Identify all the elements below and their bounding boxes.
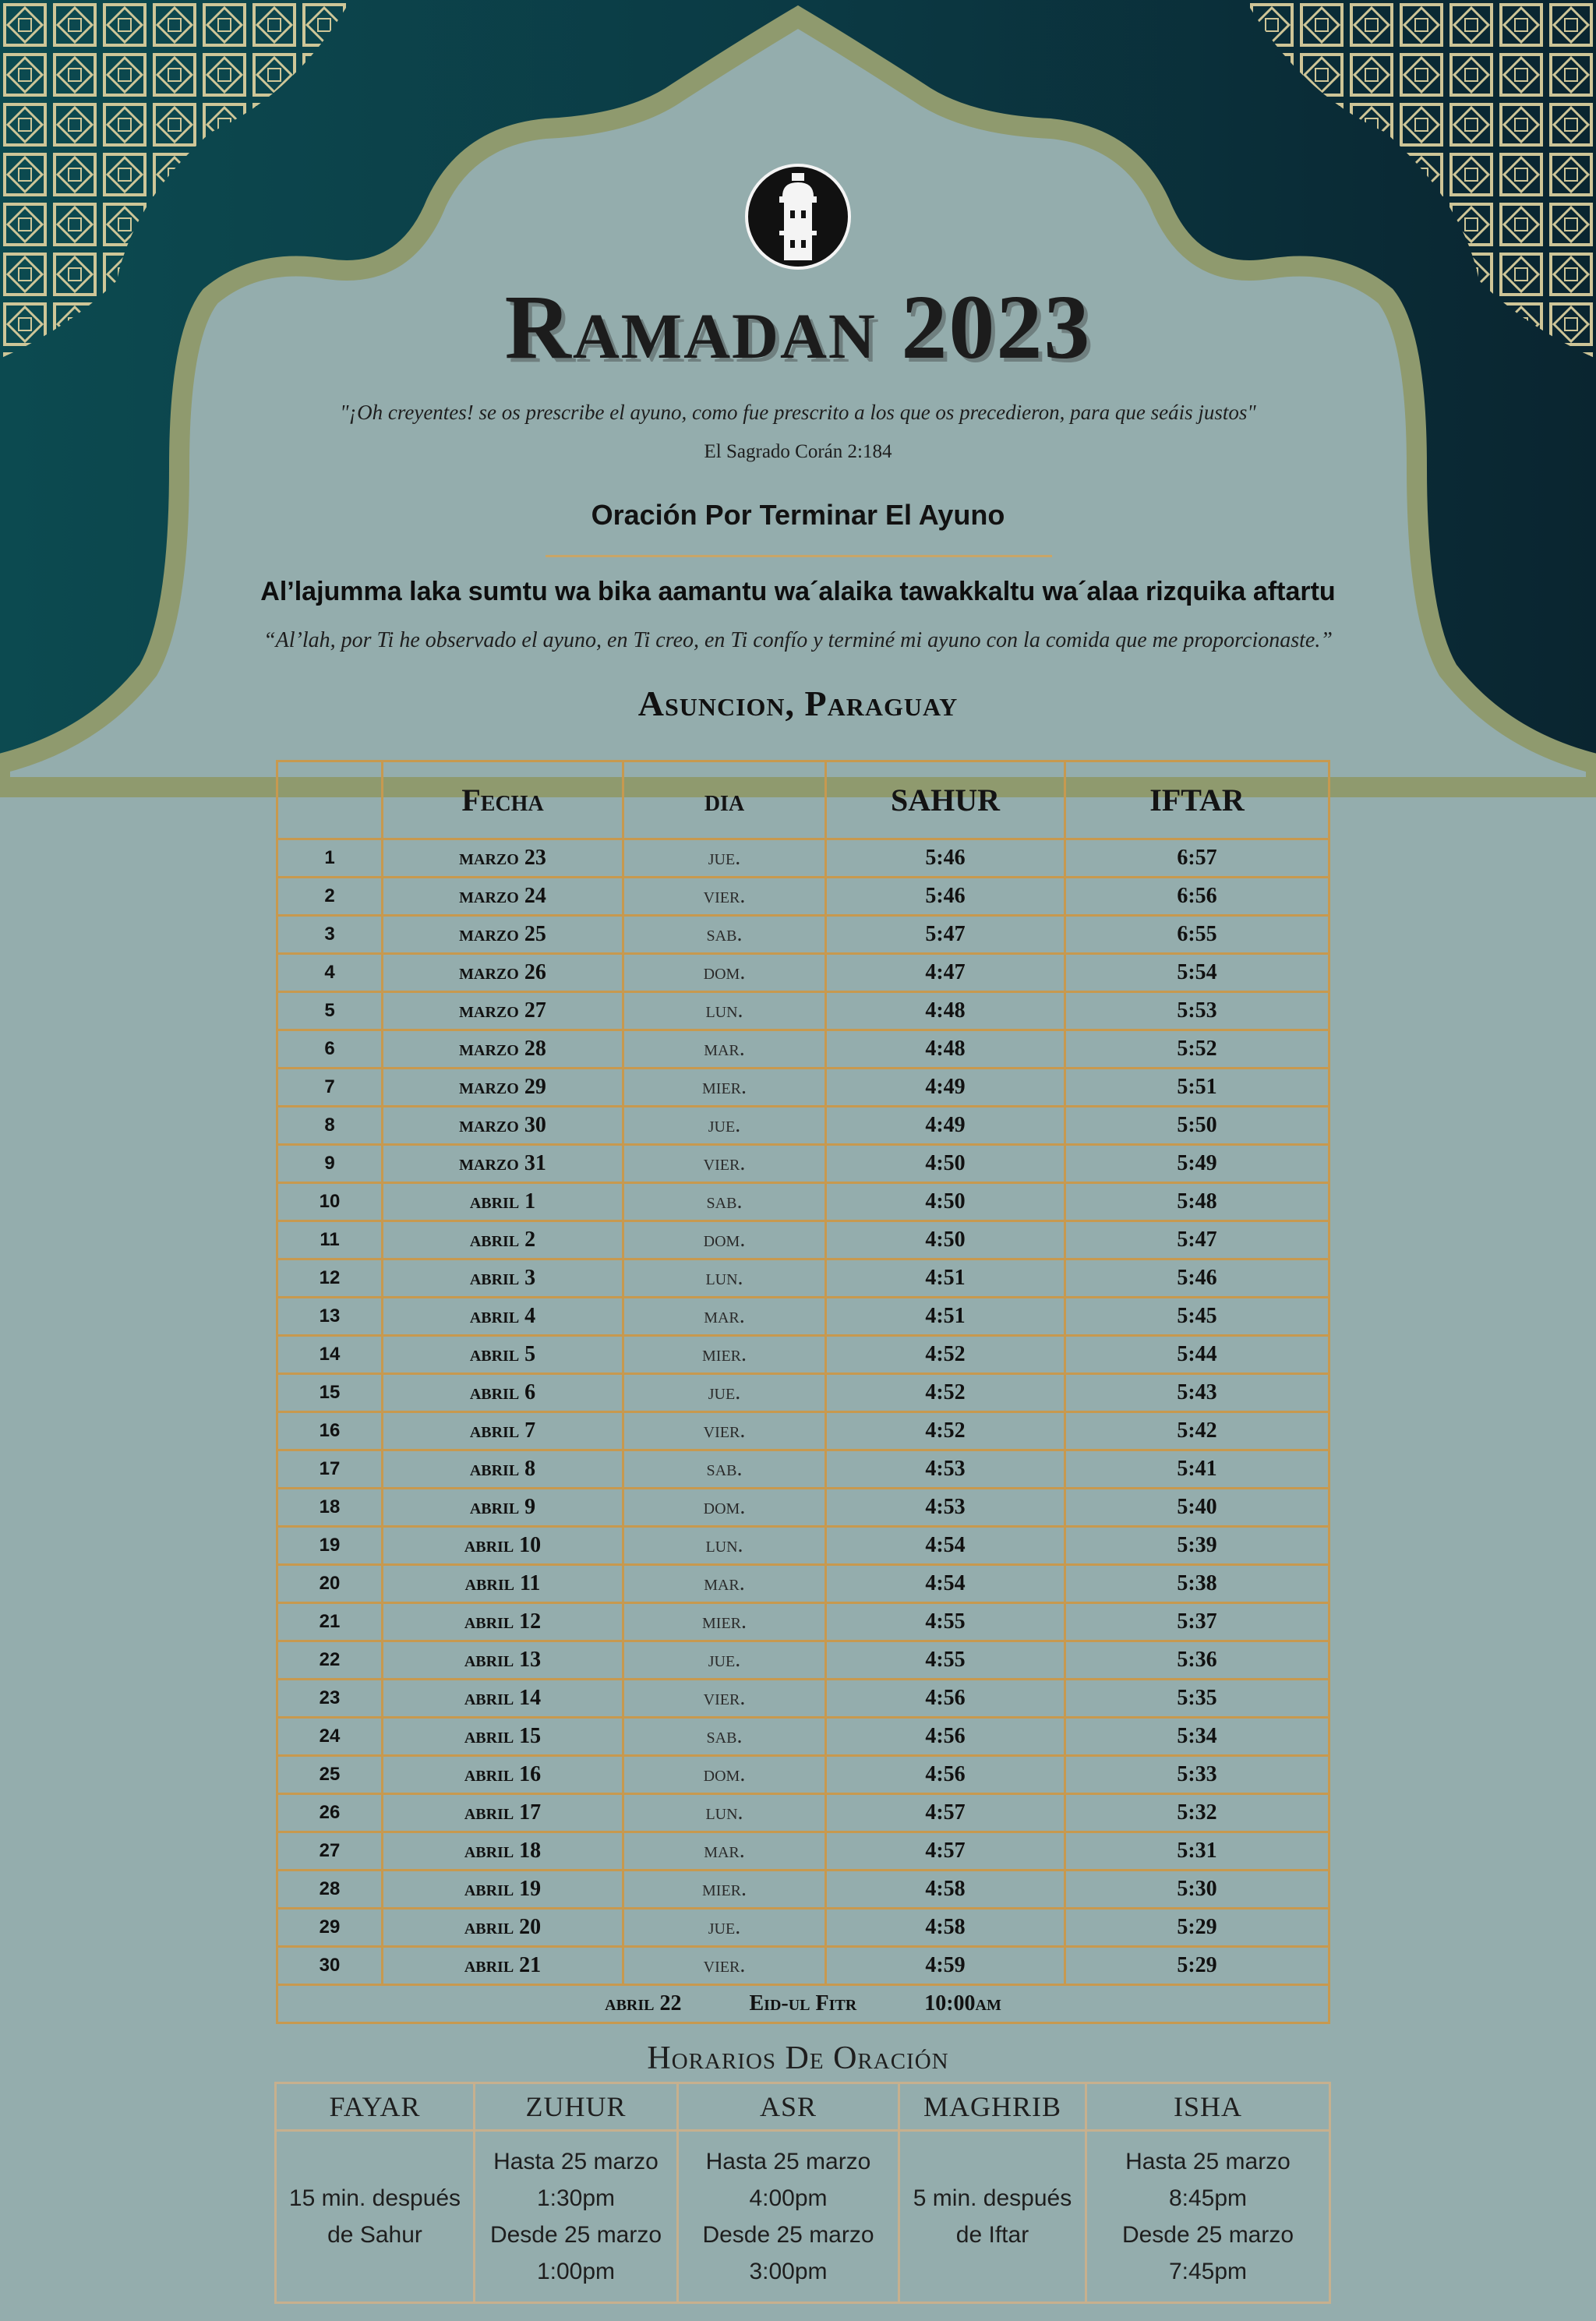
eid-label: Eid-ul Fitr: [749, 1991, 857, 2015]
iftar-time: 5:31: [1065, 1832, 1329, 1871]
table-row: [277, 1489, 1329, 1527]
prayer-times-table: [274, 2082, 1331, 2304]
table-row: [277, 1641, 1329, 1680]
table-row: [277, 1871, 1329, 1909]
sahur-time: 4:56: [826, 1680, 1065, 1718]
day-number: 6: [277, 1030, 383, 1069]
weekday-cell: dom.: [623, 1489, 826, 1527]
table-row: [277, 1794, 1329, 1832]
sahur-time: 4:59: [826, 1947, 1065, 1985]
day-number: 9: [277, 1145, 383, 1183]
prayer-time-line: 1:00pm: [536, 2259, 616, 2284]
day-number: 7: [277, 1069, 383, 1107]
iftar-time: 6:56: [1065, 878, 1329, 916]
sahur-time: 5:47: [826, 916, 1065, 954]
date-cell: marzo 27: [383, 992, 623, 1030]
table-row: [277, 878, 1329, 916]
iftar-time: 5:47: [1065, 1221, 1329, 1259]
quran-verse: "¡Oh creyentes! se os prescribe el ayuno, como fue prescrito a los que os precedieron, para que seáis justos": [340, 401, 1256, 424]
day-number: 4: [277, 954, 383, 992]
sahur-time: 4:48: [826, 992, 1065, 1030]
day-number: 1: [277, 839, 383, 878]
iftar-time: 5:33: [1065, 1756, 1329, 1794]
day-number: 3: [277, 916, 383, 954]
table-row: [277, 1718, 1329, 1756]
table-row: [277, 1947, 1329, 1985]
table-row: [277, 839, 1329, 878]
table-row: [277, 1527, 1329, 1565]
date-cell: marzo 26: [383, 954, 623, 992]
day-number: 24: [277, 1718, 383, 1756]
table-row: [277, 1756, 1329, 1794]
iftar-time: 5:29: [1065, 1947, 1329, 1985]
iftar-time: 5:54: [1065, 954, 1329, 992]
sahur-time: 4:56: [826, 1718, 1065, 1756]
sahur-time: 5:46: [826, 839, 1065, 878]
prayer-time-line: Desde 25 marzo: [702, 2222, 874, 2248]
table-row: [277, 1030, 1329, 1069]
weekday-cell: jue.: [623, 1641, 826, 1680]
sahur-time: 4:52: [826, 1412, 1065, 1450]
day-number: 22: [277, 1641, 383, 1680]
date-cell: abril 3: [383, 1259, 623, 1298]
date-cell: marzo 30: [383, 1107, 623, 1145]
table-row: [277, 1145, 1329, 1183]
table-row: [277, 1298, 1329, 1336]
ramadan-schedule-table: [276, 760, 1330, 2024]
prayer-times-title: Horarios De Oración: [647, 2040, 949, 2076]
day-number: 16: [277, 1412, 383, 1450]
iftar-time: 5:34: [1065, 1718, 1329, 1756]
sahur-time: 4:48: [826, 1030, 1065, 1069]
weekday-cell: lun.: [623, 1527, 826, 1565]
date-cell: marzo 24: [383, 878, 623, 916]
sahur-time: 4:52: [826, 1374, 1065, 1412]
prayer-translation: “Al’lah, por Ti he observado el ayuno, en Ti creo, en Ti confío y terminé mi ayuno con la comida que me proporcionaste.”: [263, 628, 1333, 652]
day-number: 12: [277, 1259, 383, 1298]
iftar-time: 5:51: [1065, 1069, 1329, 1107]
iftar-time: 6:55: [1065, 916, 1329, 954]
prayer-time-line: 7:45pm: [1168, 2259, 1248, 2284]
date-cell: marzo 29: [383, 1069, 623, 1107]
sahur-time: 4:54: [826, 1527, 1065, 1565]
day-number: 27: [277, 1832, 383, 1871]
weekday-cell: vier.: [623, 1145, 826, 1183]
day-number: 25: [277, 1756, 383, 1794]
minaret-icon: [743, 162, 853, 271]
column-header-sahur: SAHUR: [826, 761, 1065, 839]
weekday-cell: lun.: [623, 992, 826, 1030]
sahur-time: 4:50: [826, 1145, 1065, 1183]
prayer-time-line: Hasta 25 marzo: [705, 2149, 871, 2174]
weekday-cell: dom.: [623, 954, 826, 992]
table-row: [277, 1374, 1329, 1412]
table-row: [277, 954, 1329, 992]
day-number: 13: [277, 1298, 383, 1336]
date-cell: marzo 23: [383, 839, 623, 878]
table-row: [277, 1412, 1329, 1450]
table-row: [277, 1680, 1329, 1718]
iftar-time: 5:29: [1065, 1909, 1329, 1947]
sahur-time: 4:55: [826, 1641, 1065, 1680]
day-number: 2: [277, 878, 383, 916]
date-cell: abril 5: [383, 1336, 623, 1374]
weekday-cell: jue.: [623, 1107, 826, 1145]
header-maghrib: MAGHRIB: [899, 2083, 1086, 2131]
weekday-cell: dom.: [623, 1756, 826, 1794]
day-number: 18: [277, 1489, 383, 1527]
day-number: 21: [277, 1603, 383, 1641]
table-row: [277, 992, 1329, 1030]
day-number: 15: [277, 1374, 383, 1412]
prayer-time-line: 4:00pm: [749, 2185, 828, 2211]
iftar-time: 5:46: [1065, 1259, 1329, 1298]
eid-row: [277, 1985, 1329, 2023]
weekday-cell: lun.: [623, 1259, 826, 1298]
iftar-time: 5:35: [1065, 1680, 1329, 1718]
weekday-cell: vier.: [623, 1412, 826, 1450]
prayer-time-line: 1:30pm: [536, 2185, 616, 2211]
date-cell: abril 19: [383, 1871, 623, 1909]
weekday-cell: mier.: [623, 1871, 826, 1909]
date-cell: abril 2: [383, 1221, 623, 1259]
sahur-time: 4:51: [826, 1298, 1065, 1336]
date-cell: abril 16: [383, 1756, 623, 1794]
prayer-transliteration: Al’lajumma laka sumtu wa bika aamantu wa´alaika tawakkaltu wa´alaa rizquika aftartu: [260, 577, 1336, 606]
weekday-cell: mar.: [623, 1565, 826, 1603]
date-cell: abril 8: [383, 1450, 623, 1489]
iftar-time: 5:48: [1065, 1183, 1329, 1221]
iftar-time: 5:39: [1065, 1527, 1329, 1565]
iftar-time: 5:41: [1065, 1450, 1329, 1489]
table-row: [277, 1450, 1329, 1489]
prayer-time-line: 15 min. después: [288, 2185, 461, 2211]
weekday-cell: dom.: [623, 1221, 826, 1259]
weekday-cell: jue.: [623, 839, 826, 878]
sahur-time: 4:55: [826, 1603, 1065, 1641]
table-row: [277, 1259, 1329, 1298]
table-row: [277, 916, 1329, 954]
weekday-cell: mier.: [623, 1069, 826, 1107]
verse-reference: El Sagrado Corán 2:184: [704, 441, 892, 462]
sahur-time: 4:53: [826, 1489, 1065, 1527]
prayer-times-header-row: [276, 2083, 1330, 2131]
weekday-cell: vier.: [623, 1947, 826, 1985]
sahur-time: 4:58: [826, 1909, 1065, 1947]
table-header-row: [277, 761, 1329, 839]
table-row: [277, 1221, 1329, 1259]
column-header-number: [277, 761, 383, 839]
date-cell: abril 10: [383, 1527, 623, 1565]
sahur-time: 4:54: [826, 1565, 1065, 1603]
iftar-time: 5:37: [1065, 1603, 1329, 1641]
table-row: [277, 1107, 1329, 1145]
iftar-time: 5:53: [1065, 992, 1329, 1030]
day-number: 28: [277, 1871, 383, 1909]
sahur-time: 4:58: [826, 1871, 1065, 1909]
weekday-cell: mier.: [623, 1336, 826, 1374]
date-cell: abril 17: [383, 1794, 623, 1832]
date-cell: abril 11: [383, 1565, 623, 1603]
date-cell: abril 18: [383, 1832, 623, 1871]
sahur-time: 5:46: [826, 878, 1065, 916]
date-cell: abril 7: [383, 1412, 623, 1450]
iftar-time: 5:49: [1065, 1145, 1329, 1183]
weekday-cell: vier.: [623, 1680, 826, 1718]
iftar-time: 5:36: [1065, 1641, 1329, 1680]
day-number: 8: [277, 1107, 383, 1145]
weekday-cell: mar.: [623, 1832, 826, 1871]
day-number: 17: [277, 1450, 383, 1489]
maghrib-cell: [899, 2131, 1086, 2303]
prayer-time-line: de Iftar: [955, 2222, 1029, 2248]
weekday-cell: vier.: [623, 878, 826, 916]
table-row: [277, 1183, 1329, 1221]
iftar-time: 5:52: [1065, 1030, 1329, 1069]
date-cell: abril 1: [383, 1183, 623, 1221]
sahur-time: 4:50: [826, 1183, 1065, 1221]
sahur-time: 4:49: [826, 1069, 1065, 1107]
iftar-time: 5:43: [1065, 1374, 1329, 1412]
day-number: 10: [277, 1183, 383, 1221]
weekday-cell: sab.: [623, 916, 826, 954]
sahur-time: 4:57: [826, 1832, 1065, 1871]
eid-date: abril 22: [605, 1991, 682, 2015]
header-zuhur: ZUHUR: [475, 2083, 678, 2131]
table-row: [277, 1603, 1329, 1641]
prayer-time-line: Desde 25 marzo: [489, 2222, 662, 2248]
isha-cell: [1086, 2131, 1330, 2303]
sahur-time: 4:49: [826, 1107, 1065, 1145]
prayer-time-line: de Sahur: [327, 2222, 422, 2248]
eid-time: 10:00am: [924, 1991, 1001, 2015]
table-row: [277, 1832, 1329, 1871]
iftar-time: 5:30: [1065, 1871, 1329, 1909]
prayer-time-line: 8:45pm: [1168, 2185, 1248, 2211]
table-row: [277, 1336, 1329, 1374]
page-title: Ramadan 2023: [504, 276, 1092, 378]
prayer-title: Oración Por Terminar El Ayuno: [591, 499, 1005, 531]
prayer-time-line: Hasta 25 marzo: [1125, 2149, 1291, 2174]
weekday-cell: mier.: [623, 1603, 826, 1641]
iftar-time: 5:38: [1065, 1565, 1329, 1603]
day-number: 23: [277, 1680, 383, 1718]
weekday-cell: sab.: [623, 1718, 826, 1756]
column-header-day: dia: [623, 761, 826, 839]
column-header-date: Fecha: [383, 761, 623, 839]
column-header-iftar: IFTAR: [1065, 761, 1329, 839]
table-row: [277, 1565, 1329, 1603]
day-number: 30: [277, 1947, 383, 1985]
day-number: 29: [277, 1909, 383, 1947]
iftar-time: 5:45: [1065, 1298, 1329, 1336]
sahur-time: 4:56: [826, 1756, 1065, 1794]
date-cell: abril 6: [383, 1374, 623, 1412]
asr-cell: [678, 2131, 899, 2303]
table-row: [277, 1909, 1329, 1947]
date-cell: marzo 28: [383, 1030, 623, 1069]
iftar-time: 5:44: [1065, 1336, 1329, 1374]
weekday-cell: sab.: [623, 1183, 826, 1221]
date-cell: abril 20: [383, 1909, 623, 1947]
weekday-cell: lun.: [623, 1794, 826, 1832]
iftar-time: 5:50: [1065, 1107, 1329, 1145]
prayer-time-line: 3:00pm: [749, 2259, 828, 2284]
prayer-times-row: [276, 2131, 1330, 2303]
weekday-cell: jue.: [623, 1374, 826, 1412]
fayar-cell: [276, 2131, 475, 2303]
prayer-time-line: Hasta 25 marzo: [493, 2149, 659, 2174]
day-number: 11: [277, 1221, 383, 1259]
sahur-time: 4:47: [826, 954, 1065, 992]
day-number: 5: [277, 992, 383, 1030]
date-cell: abril 12: [383, 1603, 623, 1641]
city-name: Asuncion, Paraguay: [637, 684, 959, 723]
date-cell: abril 14: [383, 1680, 623, 1718]
table-row: [277, 1069, 1329, 1107]
iftar-time: 5:40: [1065, 1489, 1329, 1527]
day-number: 20: [277, 1565, 383, 1603]
weekday-cell: mar.: [623, 1030, 826, 1069]
date-cell: abril 9: [383, 1489, 623, 1527]
zuhur-cell: [475, 2131, 678, 2303]
sahur-time: 4:52: [826, 1336, 1065, 1374]
weekday-cell: sab.: [623, 1450, 826, 1489]
sahur-time: 4:57: [826, 1794, 1065, 1832]
weekday-cell: mar.: [623, 1298, 826, 1336]
prayer-time-line: 5 min. después: [913, 2185, 1072, 2211]
sahur-time: 4:53: [826, 1450, 1065, 1489]
date-cell: abril 13: [383, 1641, 623, 1680]
prayer-time-line: Desde 25 marzo: [1121, 2222, 1294, 2248]
day-number: 26: [277, 1794, 383, 1832]
iftar-time: 6:57: [1065, 839, 1329, 878]
header-asr: ASR: [678, 2083, 899, 2131]
day-number: 19: [277, 1527, 383, 1565]
header-fayar: FAYAR: [276, 2083, 475, 2131]
header-isha: ISHA: [1086, 2083, 1330, 2131]
eid-cell: [277, 1985, 1329, 2023]
weekday-cell: jue.: [623, 1909, 826, 1947]
day-number: 14: [277, 1336, 383, 1374]
iftar-time: 5:42: [1065, 1412, 1329, 1450]
date-cell: abril 15: [383, 1718, 623, 1756]
divider: [546, 555, 1052, 557]
sahur-time: 4:51: [826, 1259, 1065, 1298]
sahur-time: 4:50: [826, 1221, 1065, 1259]
date-cell: abril 21: [383, 1947, 623, 1985]
date-cell: marzo 31: [383, 1145, 623, 1183]
date-cell: abril 4: [383, 1298, 623, 1336]
date-cell: marzo 25: [383, 916, 623, 954]
iftar-time: 5:32: [1065, 1794, 1329, 1832]
